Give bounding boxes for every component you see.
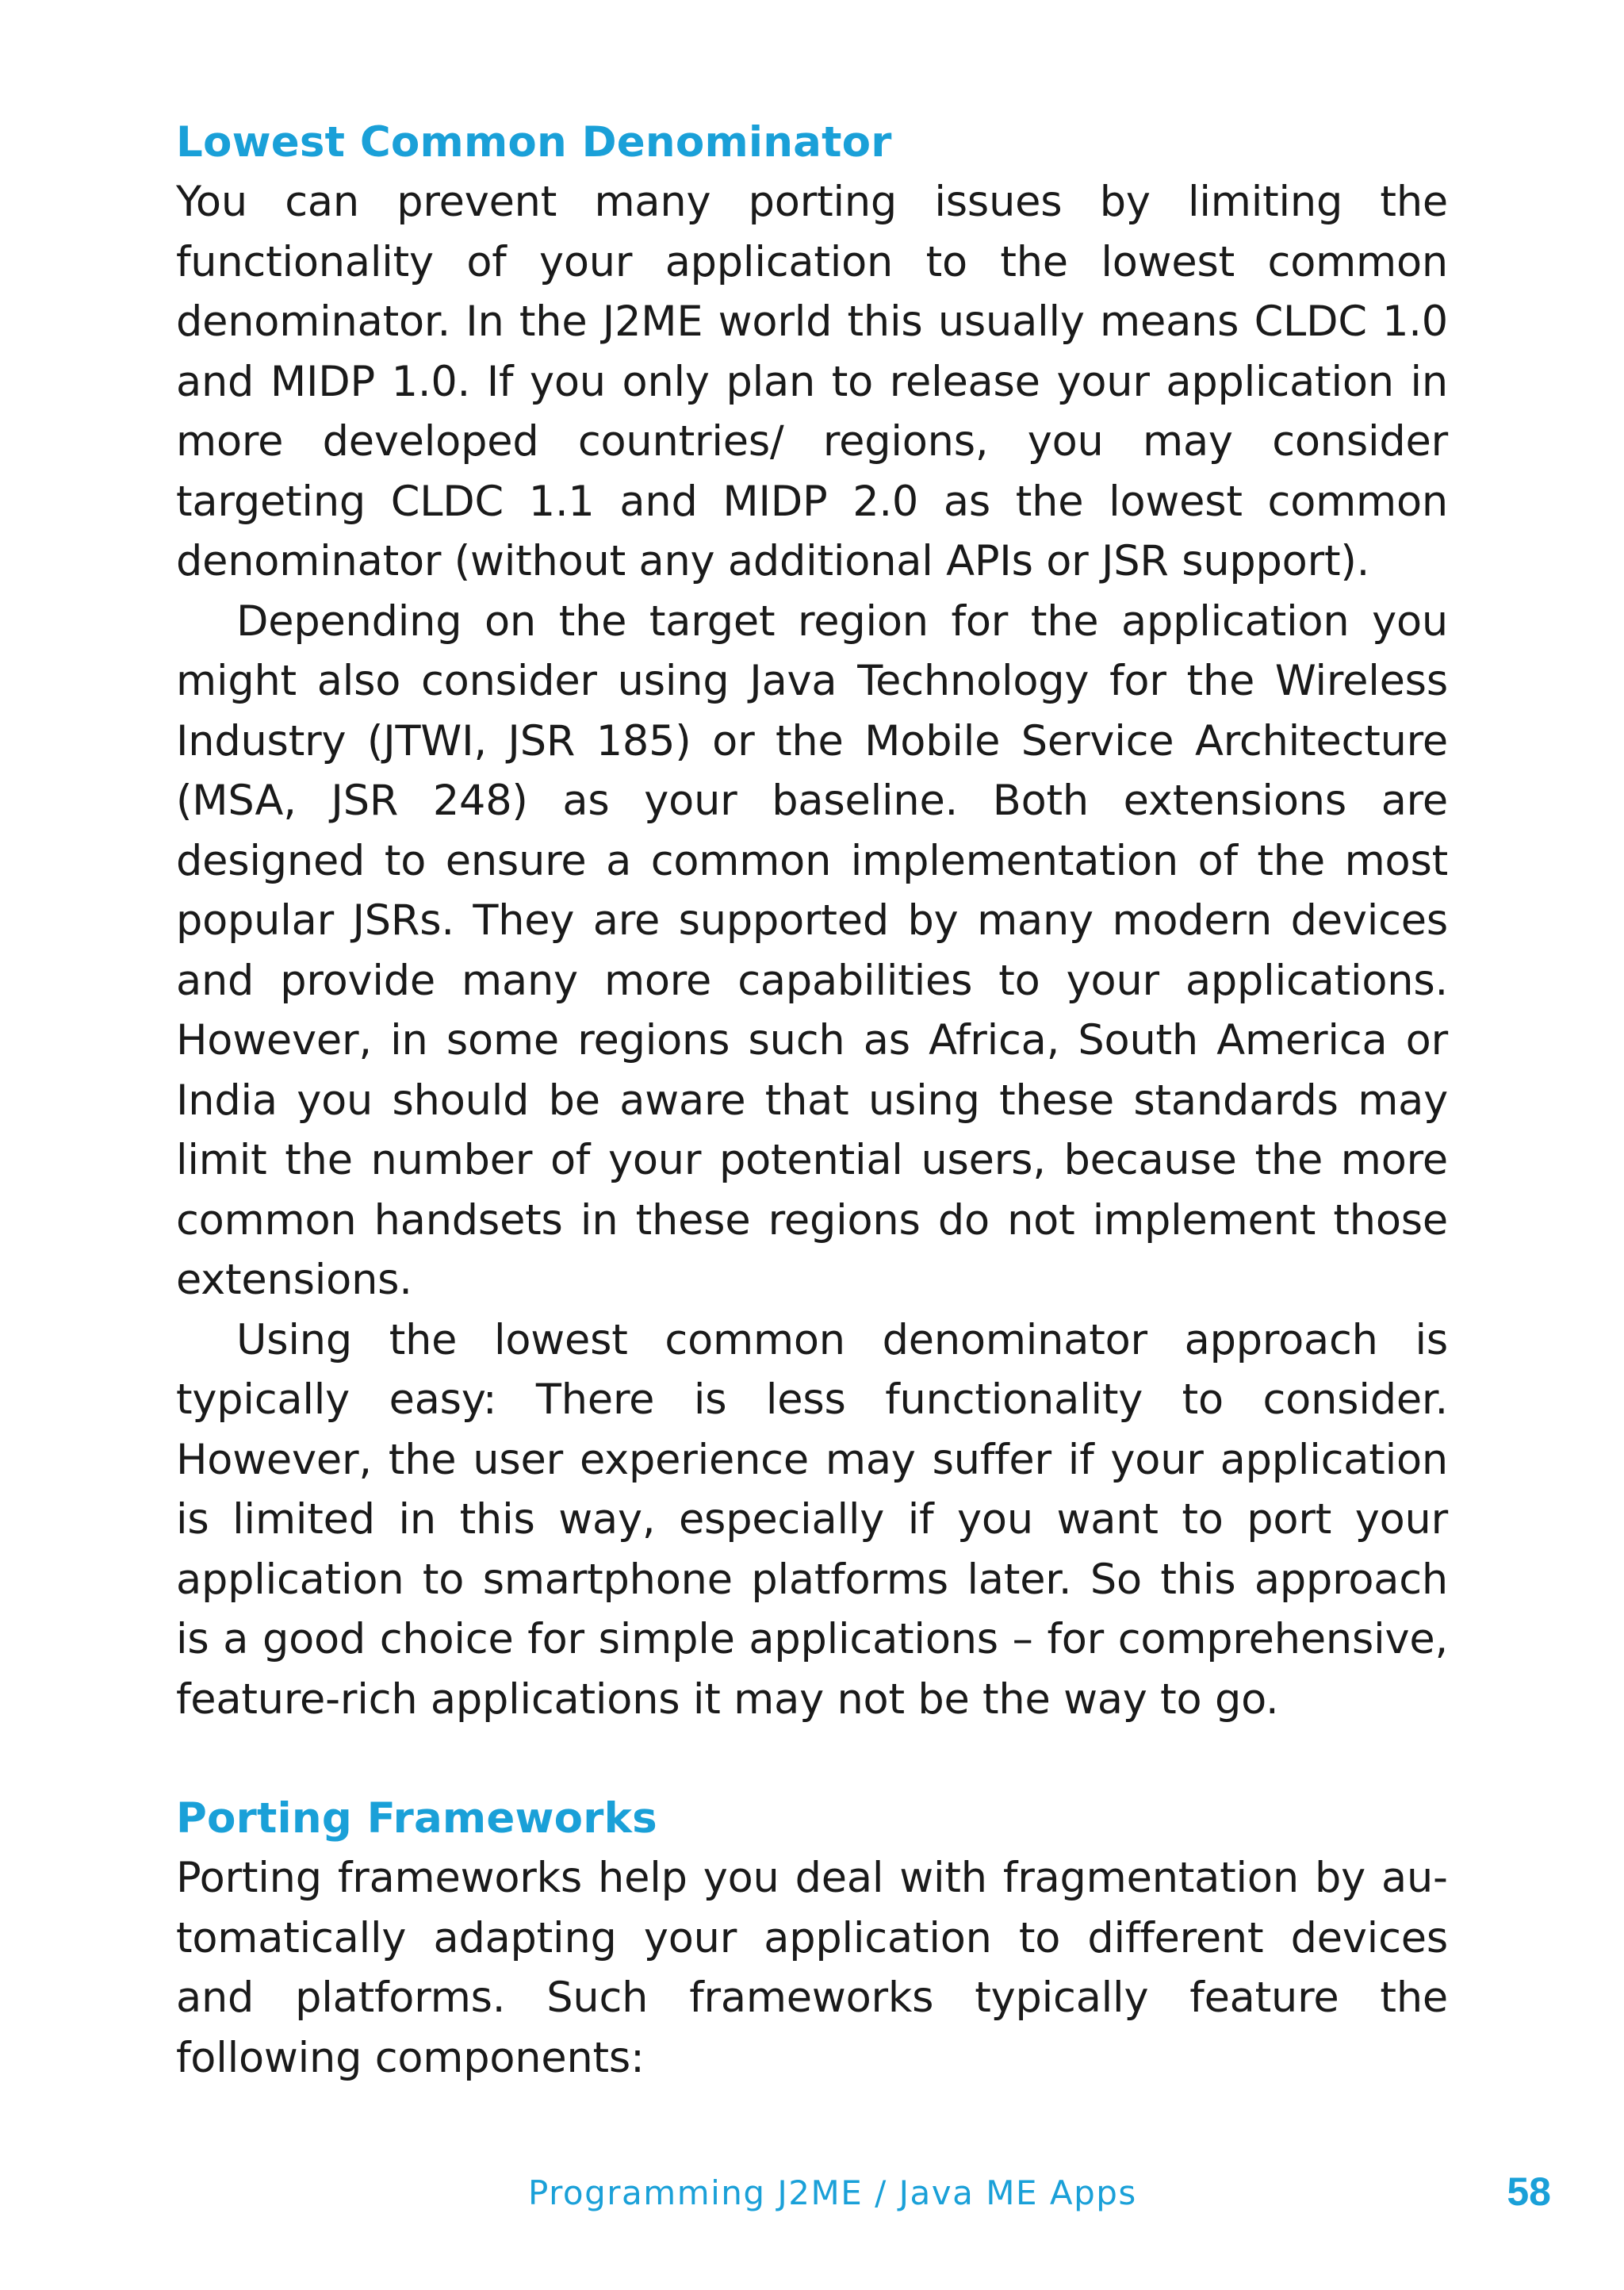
- section-spacer: [176, 1729, 1448, 1789]
- section-lowest-common-denominator: [176, 113, 1448, 1729]
- body-paragraph: Depending on the target region for the application you might also consider using Java Technology for the Wireless Industry (JTWI, JSR 185) or the Mobile Service Architecture (MSA, JSR 248) as your baseline. Both extensions are designed to ensure a common implementation of the most popular JSRs. They are supported by many modern devices and provide many more capabilities to your applications. However, in some regions such as Africa, South America or India you should be aware that using these standards may limit the number of your potential users, because the more common handsets in these regions do not implement those extensions.: [176, 596, 1448, 1304]
- body-paragraph: Using the lowest common denominator approach is typically easy: There is less functionality to consider. However, the user experience may suffer if your application is limited in this way, especially if you want to port your application to smartphone platforms later. So this approach is a good choice for simple applications – for comprehensive, feature-rich applications it may not be the way to go.: [176, 1315, 1448, 1724]
- section-porting-frameworks: [176, 1789, 1448, 2088]
- body-paragraph: Porting frameworks help you deal with fragmentation by automatically adapting your application to different devices and platforms. Such frameworks typically feature the following components:: [176, 1854, 1448, 2082]
- section-heading: Porting Frameworks: [176, 1794, 657, 1843]
- page-number: 58: [1507, 2169, 1551, 2214]
- page-footer: [0, 2165, 1624, 2229]
- page-content: [176, 113, 1448, 2088]
- body-paragraph: You can prevent many porting issues by limiting the functionality of your application to the lowest common denominator. In the J2ME world this usually means CLDC 1.0 and MIDP 1.0. If you only plan to release your application in more developed countries/ regions, you may consider targeting CLDC 1.1 and MIDP 2.0 as the lowest common denominator (without any additional APIs or JSR support).: [176, 178, 1448, 585]
- footer-book-title: Programming J2ME / Java ME Apps: [528, 2173, 1137, 2212]
- section-heading: Lowest Common Denominator: [176, 118, 892, 167]
